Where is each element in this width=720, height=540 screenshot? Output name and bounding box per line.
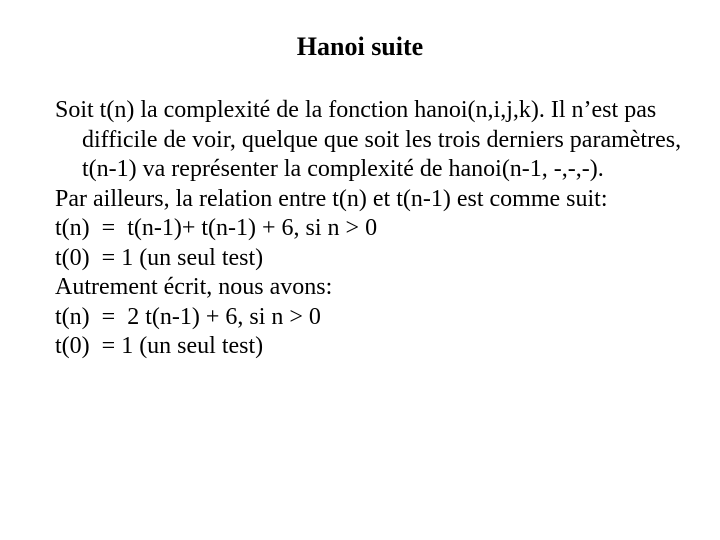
base-case-line-2: t(0) = 1 (un seul test) [55, 333, 264, 359]
recurrence-line-1: t(n) = t(n-1)+ t(n-1) + 6, si n > 0 [55, 215, 378, 241]
paragraph-rewrite-intro: Autrement écrit, nous avons: [55, 274, 333, 300]
paragraph-relation-intro: Par ailleurs, la relation entre t(n) et t(n-1) est comme suit: [55, 185, 608, 212]
slide-body [55, 96, 695, 362]
paragraph-complexity-definition: Soit t(n) la complexité de la fonction hanoi(n,i,j,k). Il n’est pas difficile de voir, quelque que soit les trois derniers paramètres, t(n-1) va représenter la complexité de hanoi(n-1, -,-,-). [55, 97, 682, 182]
slide-title: Hanoi suite [296, 32, 424, 61]
base-case-line-1: t(0) = 1 (un seul test) [55, 244, 264, 271]
recurrence-line-2: t(n) = 2 t(n-1) + 6, si n > 0 [55, 303, 321, 330]
